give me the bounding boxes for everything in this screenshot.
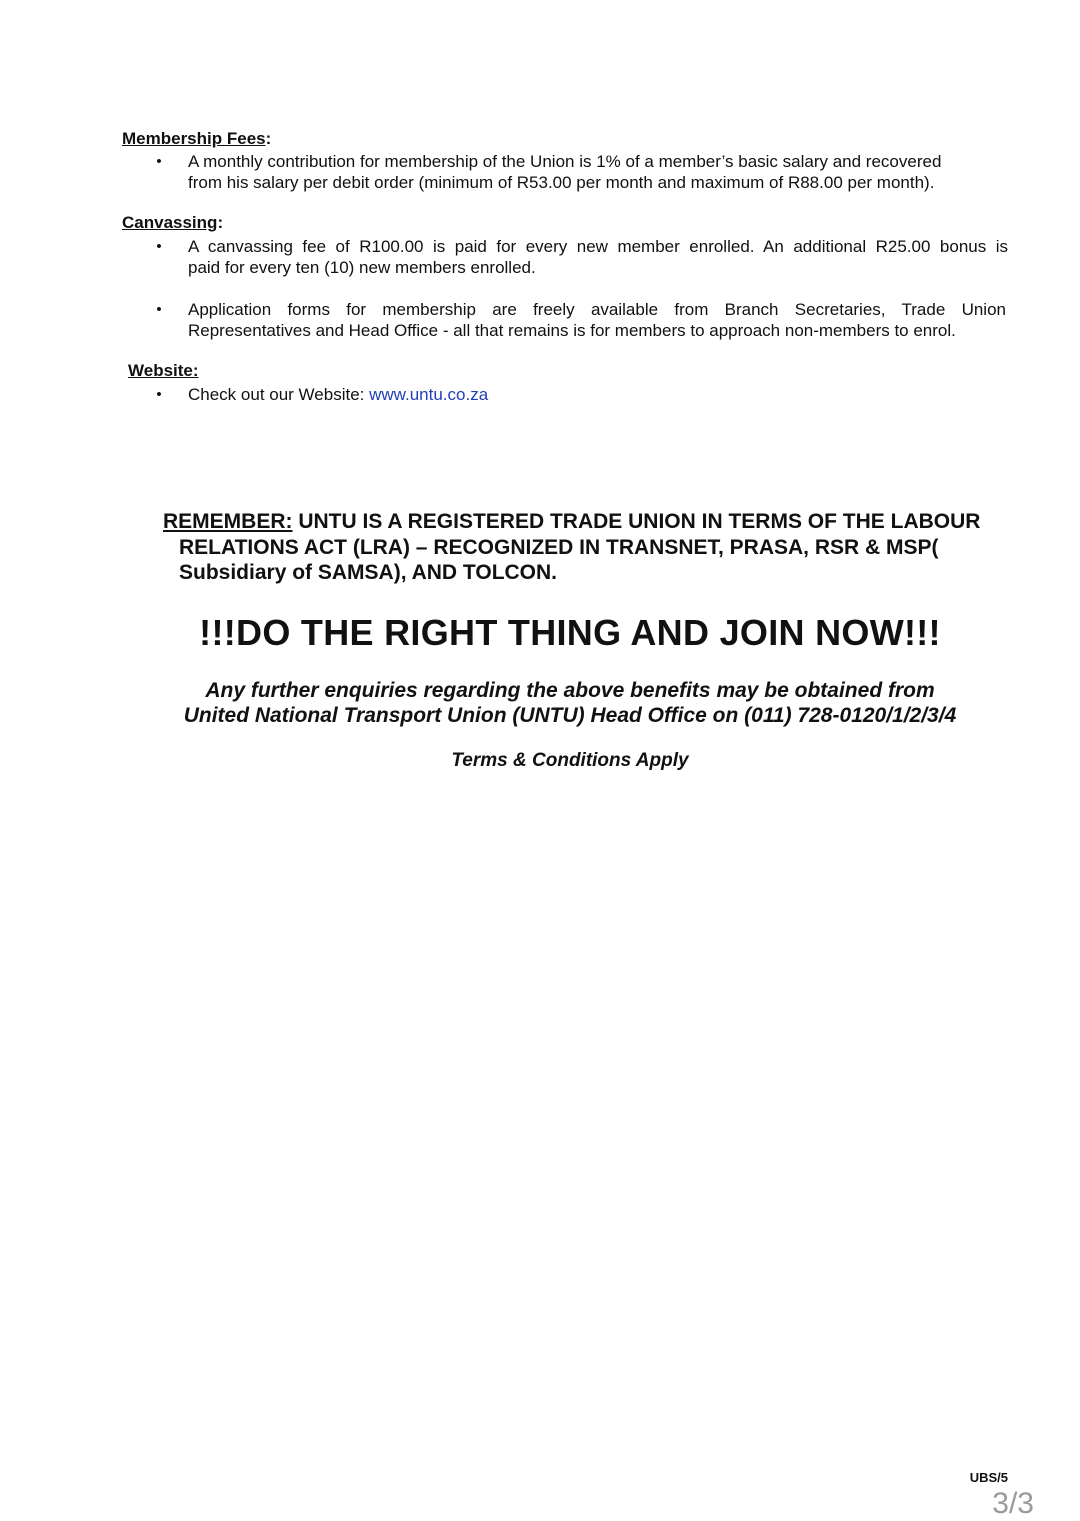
bullet-icon: • bbox=[156, 386, 162, 403]
website-link[interactable]: www.untu.co.za bbox=[369, 385, 489, 404]
remember-line-2: RELATIONS ACT (LRA) – RECOGNIZED IN TRANSNET, PRASA, RSR & MSP( bbox=[179, 535, 939, 559]
membership-fees-text bbox=[188, 151, 1008, 193]
canvassing-heading bbox=[122, 213, 223, 233]
canvassing-fee-text bbox=[188, 236, 1008, 278]
document-reference: UBS/5 bbox=[969, 1470, 1008, 1485]
canvassing-forms-line-2: Representatives and Head Office - all that remains is for members to approach non-members to enrol. bbox=[188, 321, 956, 340]
membership-fees-title: Membership Fees bbox=[122, 129, 266, 148]
enquiry-notice bbox=[0, 678, 1080, 728]
website-title: Website: bbox=[128, 361, 199, 380]
canvassing-fee-line-1: A canvassing fee of R100.00 is paid for every new member enrolled. An additional R25.00 bonus is bbox=[188, 237, 1008, 256]
website-prefix: Check out our Website: bbox=[188, 385, 370, 404]
enquiry-line-2: United National Transport Union (UNTU) Head Office on (011) 728-0120/1/2/3/4 bbox=[183, 704, 957, 727]
terms-conditions: Terms & Conditions Apply bbox=[451, 750, 689, 771]
page-number: 3/3 bbox=[992, 1487, 1034, 1520]
remember-line-1: UNTU IS A REGISTERED TRADE UNION IN TERMS OF THE LABOUR bbox=[292, 510, 981, 533]
canvassing-fee-line-2: paid for every ten (10) new members enrolled. bbox=[188, 258, 536, 277]
canvassing-colon: : bbox=[217, 213, 224, 232]
website-heading bbox=[128, 361, 199, 381]
bullet-icon: • bbox=[156, 238, 162, 255]
remember-notice bbox=[163, 509, 1033, 586]
website-text bbox=[188, 384, 1008, 405]
membership-fees-colon: : bbox=[265, 129, 272, 148]
canvassing-title: Canvassing bbox=[122, 213, 218, 232]
membership-fees-line-2: from his salary per debit order (minimum of R53.00 per month and maximum of R88.00 per month). bbox=[188, 173, 935, 192]
remember-label: REMEMBER: bbox=[163, 510, 293, 533]
bullet-icon: • bbox=[156, 301, 162, 318]
enquiry-line-1: Any further enquiries regarding the above benefits may be obtained from bbox=[205, 679, 935, 702]
canvassing-forms-line-1: Application forms for membership are freely available from Branch Secretaries, Trade Union bbox=[188, 300, 1006, 319]
membership-fees-heading bbox=[122, 129, 271, 149]
canvassing-forms-text bbox=[188, 299, 1006, 341]
remember-line-3: Subsidiary of SAMSA), AND TOLCON. bbox=[179, 561, 558, 584]
membership-fees-line-1: A monthly contribution for membership of the Union is 1% of a member’s basic salary and recovered bbox=[188, 152, 942, 171]
bullet-icon: • bbox=[156, 153, 162, 170]
join-now-headline: !!!DO THE RIGHT THING AND JOIN NOW!!! bbox=[199, 612, 941, 653]
